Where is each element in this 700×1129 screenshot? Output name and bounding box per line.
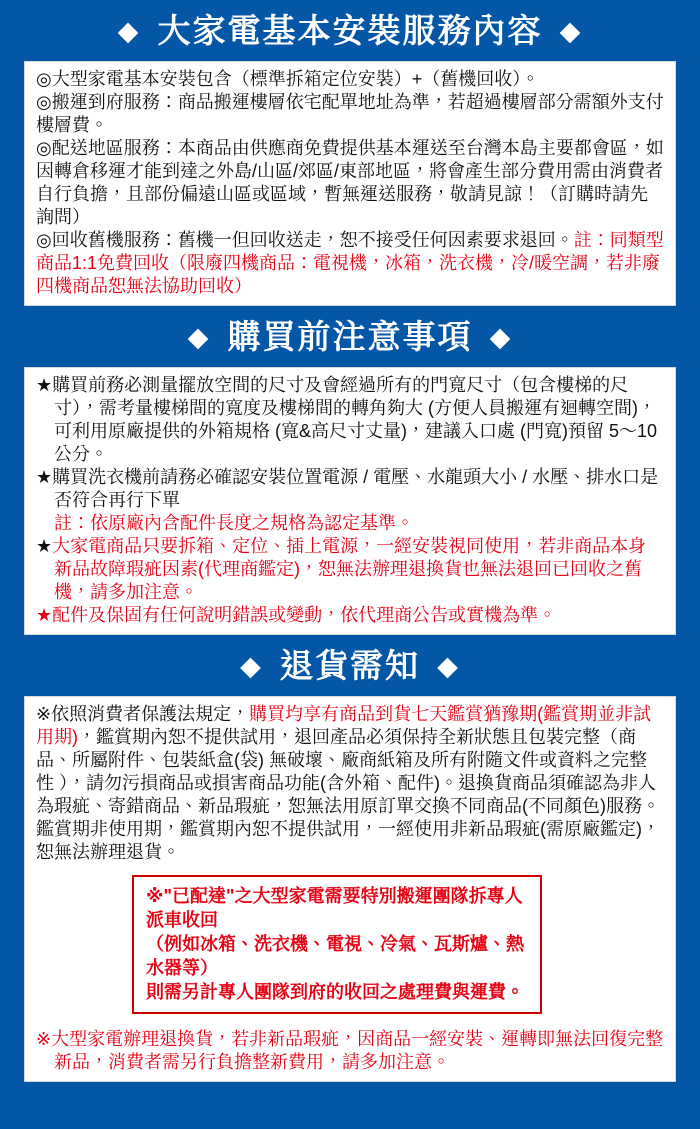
precaution-item-washer: [36, 466, 664, 535]
precaution-item-washer-note: 註：依原廠內含配件長度之規格為認定基準。: [54, 513, 414, 533]
install-section-title: 大家電基本安裝服務內容: [157, 12, 543, 49]
returns-policy-rest: ，鑑賞期內恕不提供試用，退回產品必須保持全新狀態且包裝完整（商品、所屬附件、包裝紙盒(袋) 無破壞、廠商紙箱及所有附隨文件或資料之完整性 ），請勿污損商品或損害商品功能(含外箱、配件)。退換貨商品須確認為非人為瑕疵、寄錯商品、新品瑕疵，恕無法用原訂單交換不同商品(不同顏色)服務。鑑賞期非使用期，鑑賞期內恕不提供試用，一經使用非新品瑕疵(需原廠鑑定)，恕無法辦理退貨。: [36, 727, 660, 862]
install-item-recycle-text: ◎回收舊機服務：舊機一但回收送走，恕不接受任何因素要求退回。: [36, 230, 574, 250]
returns-policy-paragraph: [36, 703, 664, 864]
precaution-item-accessories: ★配件及保固有任何說明錯誤或變動，依代理商公告或實機為準。: [36, 605, 557, 625]
install-item-recycle: [36, 229, 664, 298]
bottom-spacer: [0, 1082, 700, 1129]
returns-policy-lead: ※依照消費者保護法規定，: [36, 704, 250, 724]
install-item-delivery-floor: ◎搬運到府服務：商品搬運樓層依宅配單地址為準，若超過樓層部分需額外支付樓層費。: [36, 92, 664, 135]
returns-refurbish-fee-paragraph: ※大型家電辦理退換貨，若非新品瑕疵，因商品一經安裝、運轉即無法回復完整新品，消費者需另行負擔整新費用，請多加注意。: [36, 1029, 664, 1072]
precaution-item-installed-text: 大家電商品只要拆箱、定位、插上電源，一經安裝視同使用，若非商品本身新品故障瑕疵因素(代理商鑑定)，恕無法辦理退換貨也無法退回已回收之舊機，請多加注意。: [52, 536, 647, 602]
returns-panel: [24, 696, 676, 1082]
returns-section-title: 退貨需知: [280, 647, 420, 684]
precautions-section-title: 購買前注意事項: [227, 318, 473, 355]
red-box-line-1: ※"已配達"之大型家電需要特別搬運團隊拆專人派車收回: [146, 886, 523, 930]
install-item-recycle-note: 註：同類型商品1:1免費回收（限廢四機商品：電視機，冰箱，洗衣機，冷/暖空調，若非廢四機商品恕無法協助回收）: [36, 230, 664, 296]
install-section-header: [0, 0, 700, 61]
diamond-left-icon: ◆: [187, 322, 211, 352]
precaution-item-installed: [36, 535, 664, 604]
diamond-left-icon: ◆: [240, 651, 263, 681]
precautions-panel: [24, 367, 676, 635]
precaution-item-measure: ★購買前務必測量擺放空間的尺寸及會經過所有的門寬尺寸（包含樓梯的尺寸），需考量樓梯間的寬度及樓梯間的轉角夠大 (方便人員搬運有迴轉空間)，可利用原廠提供的外箱規格 (寬&高尺寸丈量)，建議入口處 (門寬)預留 5～10 公分。: [36, 375, 658, 464]
install-item-delivery-area: ◎配送地區服務：本商品由供應商免費提供基本運送至台灣本島主要都會區，如因轉倉移運才能到達之外島/山區/郊區/東部地區，將會產生部分費用需由消費者自行負擔，且部份偏遠山區或區域，暫無運送服務，敬請見諒！（訂購時請先詢問）: [36, 138, 664, 227]
diamond-right-icon: ◆: [437, 651, 460, 681]
precautions-section-header: [0, 306, 700, 367]
delivered-appliance-red-box: [132, 875, 542, 1014]
precaution-item-washer-text: ★購買洗衣機前請務必確認安裝位置電源 / 電壓、水龍頭大小 / 水壓、排水口是否符合再行下單: [36, 467, 659, 510]
install-panel: [24, 61, 676, 306]
diamond-right-icon: ◆: [559, 16, 583, 46]
red-box-line-3: 則需另計專人團隊到府的收回之處理費與運費。: [146, 982, 524, 1002]
diamond-right-icon: ◆: [489, 322, 513, 352]
install-item-basic: ◎大型家電基本安裝包含（標準拆箱定位安裝）+（舊機回收）。: [36, 69, 540, 89]
returns-policy-highlight: 購買均享有商品到貨七天鑑賞猶豫期(鑑賞期並非試用期): [36, 704, 652, 747]
red-box-line-2: （例如冰箱、洗衣機、電視、冷氣、瓦斯爐、熱水器等）: [146, 934, 524, 978]
diamond-left-icon: ◆: [117, 16, 141, 46]
returns-section-header: [0, 635, 700, 696]
star-icon: ★: [36, 536, 53, 556]
